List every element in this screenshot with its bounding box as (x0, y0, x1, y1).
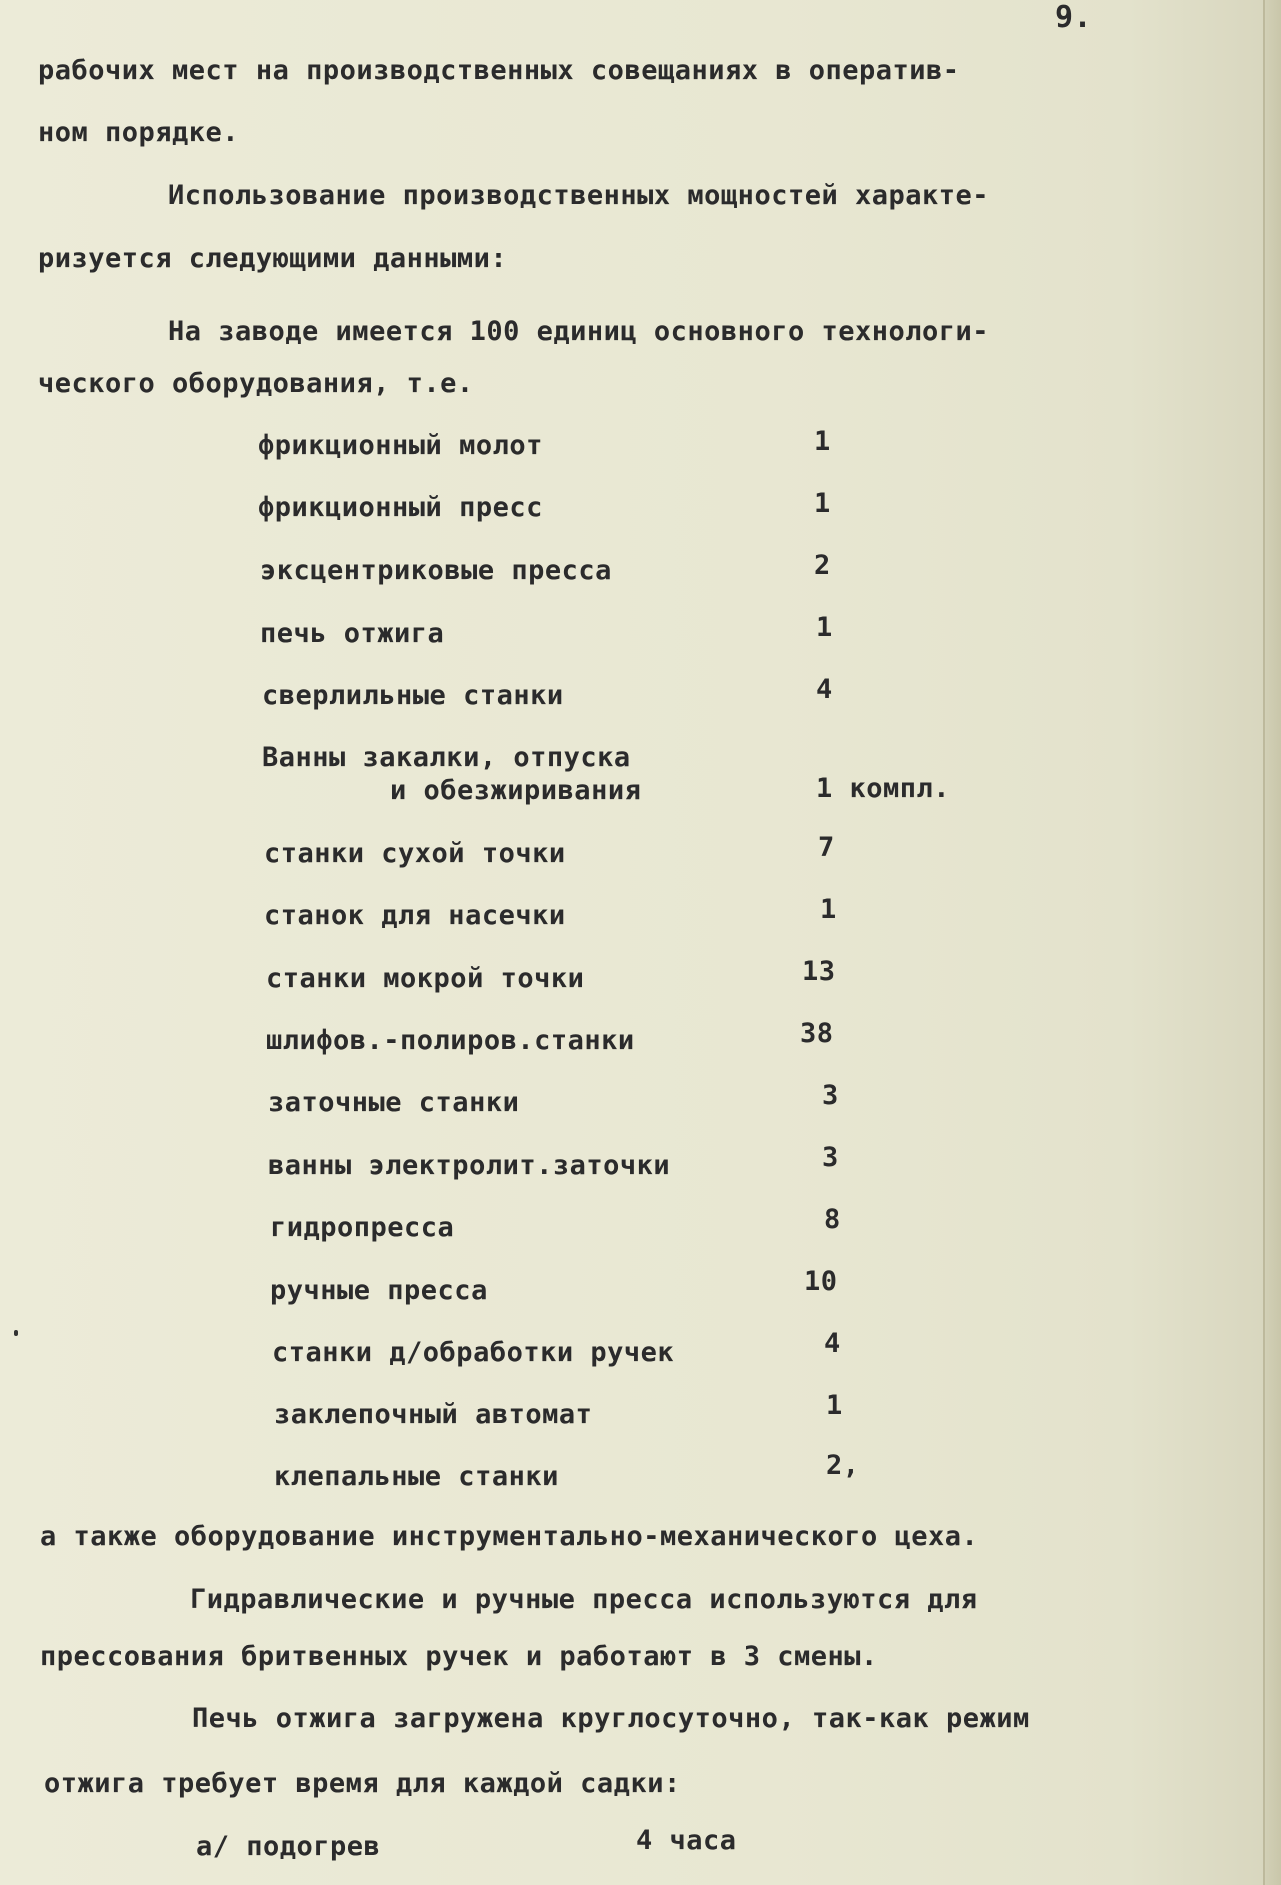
equipment-count: 8 (824, 1204, 841, 1235)
equipment-name-continuation: и обезжиривания (390, 775, 642, 806)
equipment-count: 1 компл. (816, 773, 951, 804)
schedule-duration: 4 часа (636, 1825, 737, 1856)
equipment-name: печь отжига (260, 618, 445, 649)
ink-speck (14, 1330, 18, 1336)
equipment-name: клепальные станки (274, 1461, 559, 1492)
paragraph-5-line-2: прессования бритвенных ручек и работают в 3 смены. (40, 1641, 878, 1672)
equipment-name: заточные станки (268, 1087, 520, 1118)
equipment-count: 13 (802, 956, 836, 987)
equipment-name: гидропресса (270, 1212, 455, 1243)
paragraph-3-line-1: На заводе имеется 100 единиц основного технологи- (168, 316, 990, 347)
schedule-step: а/ подогрев (196, 1831, 381, 1862)
equipment-count: 4 (816, 674, 833, 705)
page-edge (1263, 0, 1281, 1885)
equipment-name: ванны электролит.заточки (268, 1150, 671, 1181)
equipment-count: 3 (822, 1080, 839, 1111)
equipment-name: ручные пресса (270, 1275, 488, 1306)
equipment-name: шлифов.-полиров.станки (266, 1025, 635, 1056)
paragraph-6-line-1: Печь отжига загружена круглосуточно, так-как режим (192, 1703, 1030, 1734)
paragraph-3-line-2: ческого оборудования, т.е. (38, 368, 474, 399)
equipment-name: Ванны закалки, отпуска (262, 742, 631, 773)
equipment-name: фрикционный молот (258, 430, 543, 461)
paragraph-4: а также оборудование инструментально-механического цеха. (40, 1521, 979, 1552)
equipment-name: сверлильные станки (262, 680, 564, 711)
paragraph-5-line-1: Гидравлические и ручные пресса используются для (190, 1584, 978, 1615)
equipment-count: 10 (804, 1266, 838, 1297)
page-number: 9. (1055, 0, 1093, 35)
equipment-count: 1 (814, 426, 831, 457)
equipment-name: станки д/обработки ручек (272, 1337, 675, 1368)
equipment-name: эксцентриковые пресса (260, 555, 612, 586)
equipment-count: 1 (820, 894, 837, 925)
paragraph-6-line-2: отжига требует время для каждой садки: (44, 1768, 681, 1799)
paragraph-1-line-1: рабочих мест на производственных совещаниях в оператив- (38, 55, 960, 86)
equipment-count: 1 (816, 612, 833, 643)
paragraph-2-line-1: Использование производственных мощностей характе- (168, 180, 990, 211)
equipment-count: 1 (826, 1390, 843, 1421)
equipment-name: станки сухой точки (264, 838, 566, 869)
equipment-count: 4 (824, 1328, 841, 1359)
paragraph-2-line-2: ризуется следующими данными: (38, 243, 508, 274)
equipment-count: 3 (822, 1142, 839, 1173)
equipment-name: станки мокрой точки (266, 963, 585, 994)
equipment-count: 1 (814, 488, 831, 519)
equipment-name: заклепочный автомат (274, 1399, 593, 1430)
paragraph-1-line-2: ном порядке. (38, 117, 240, 148)
equipment-count: 2 (814, 550, 831, 581)
equipment-count: 38 (800, 1018, 834, 1049)
equipment-count: 7 (818, 832, 835, 863)
equipment-name: станок для насечки (264, 900, 566, 931)
equipment-name: фрикционный пресс (258, 492, 543, 523)
equipment-count: 2, (826, 1450, 860, 1481)
